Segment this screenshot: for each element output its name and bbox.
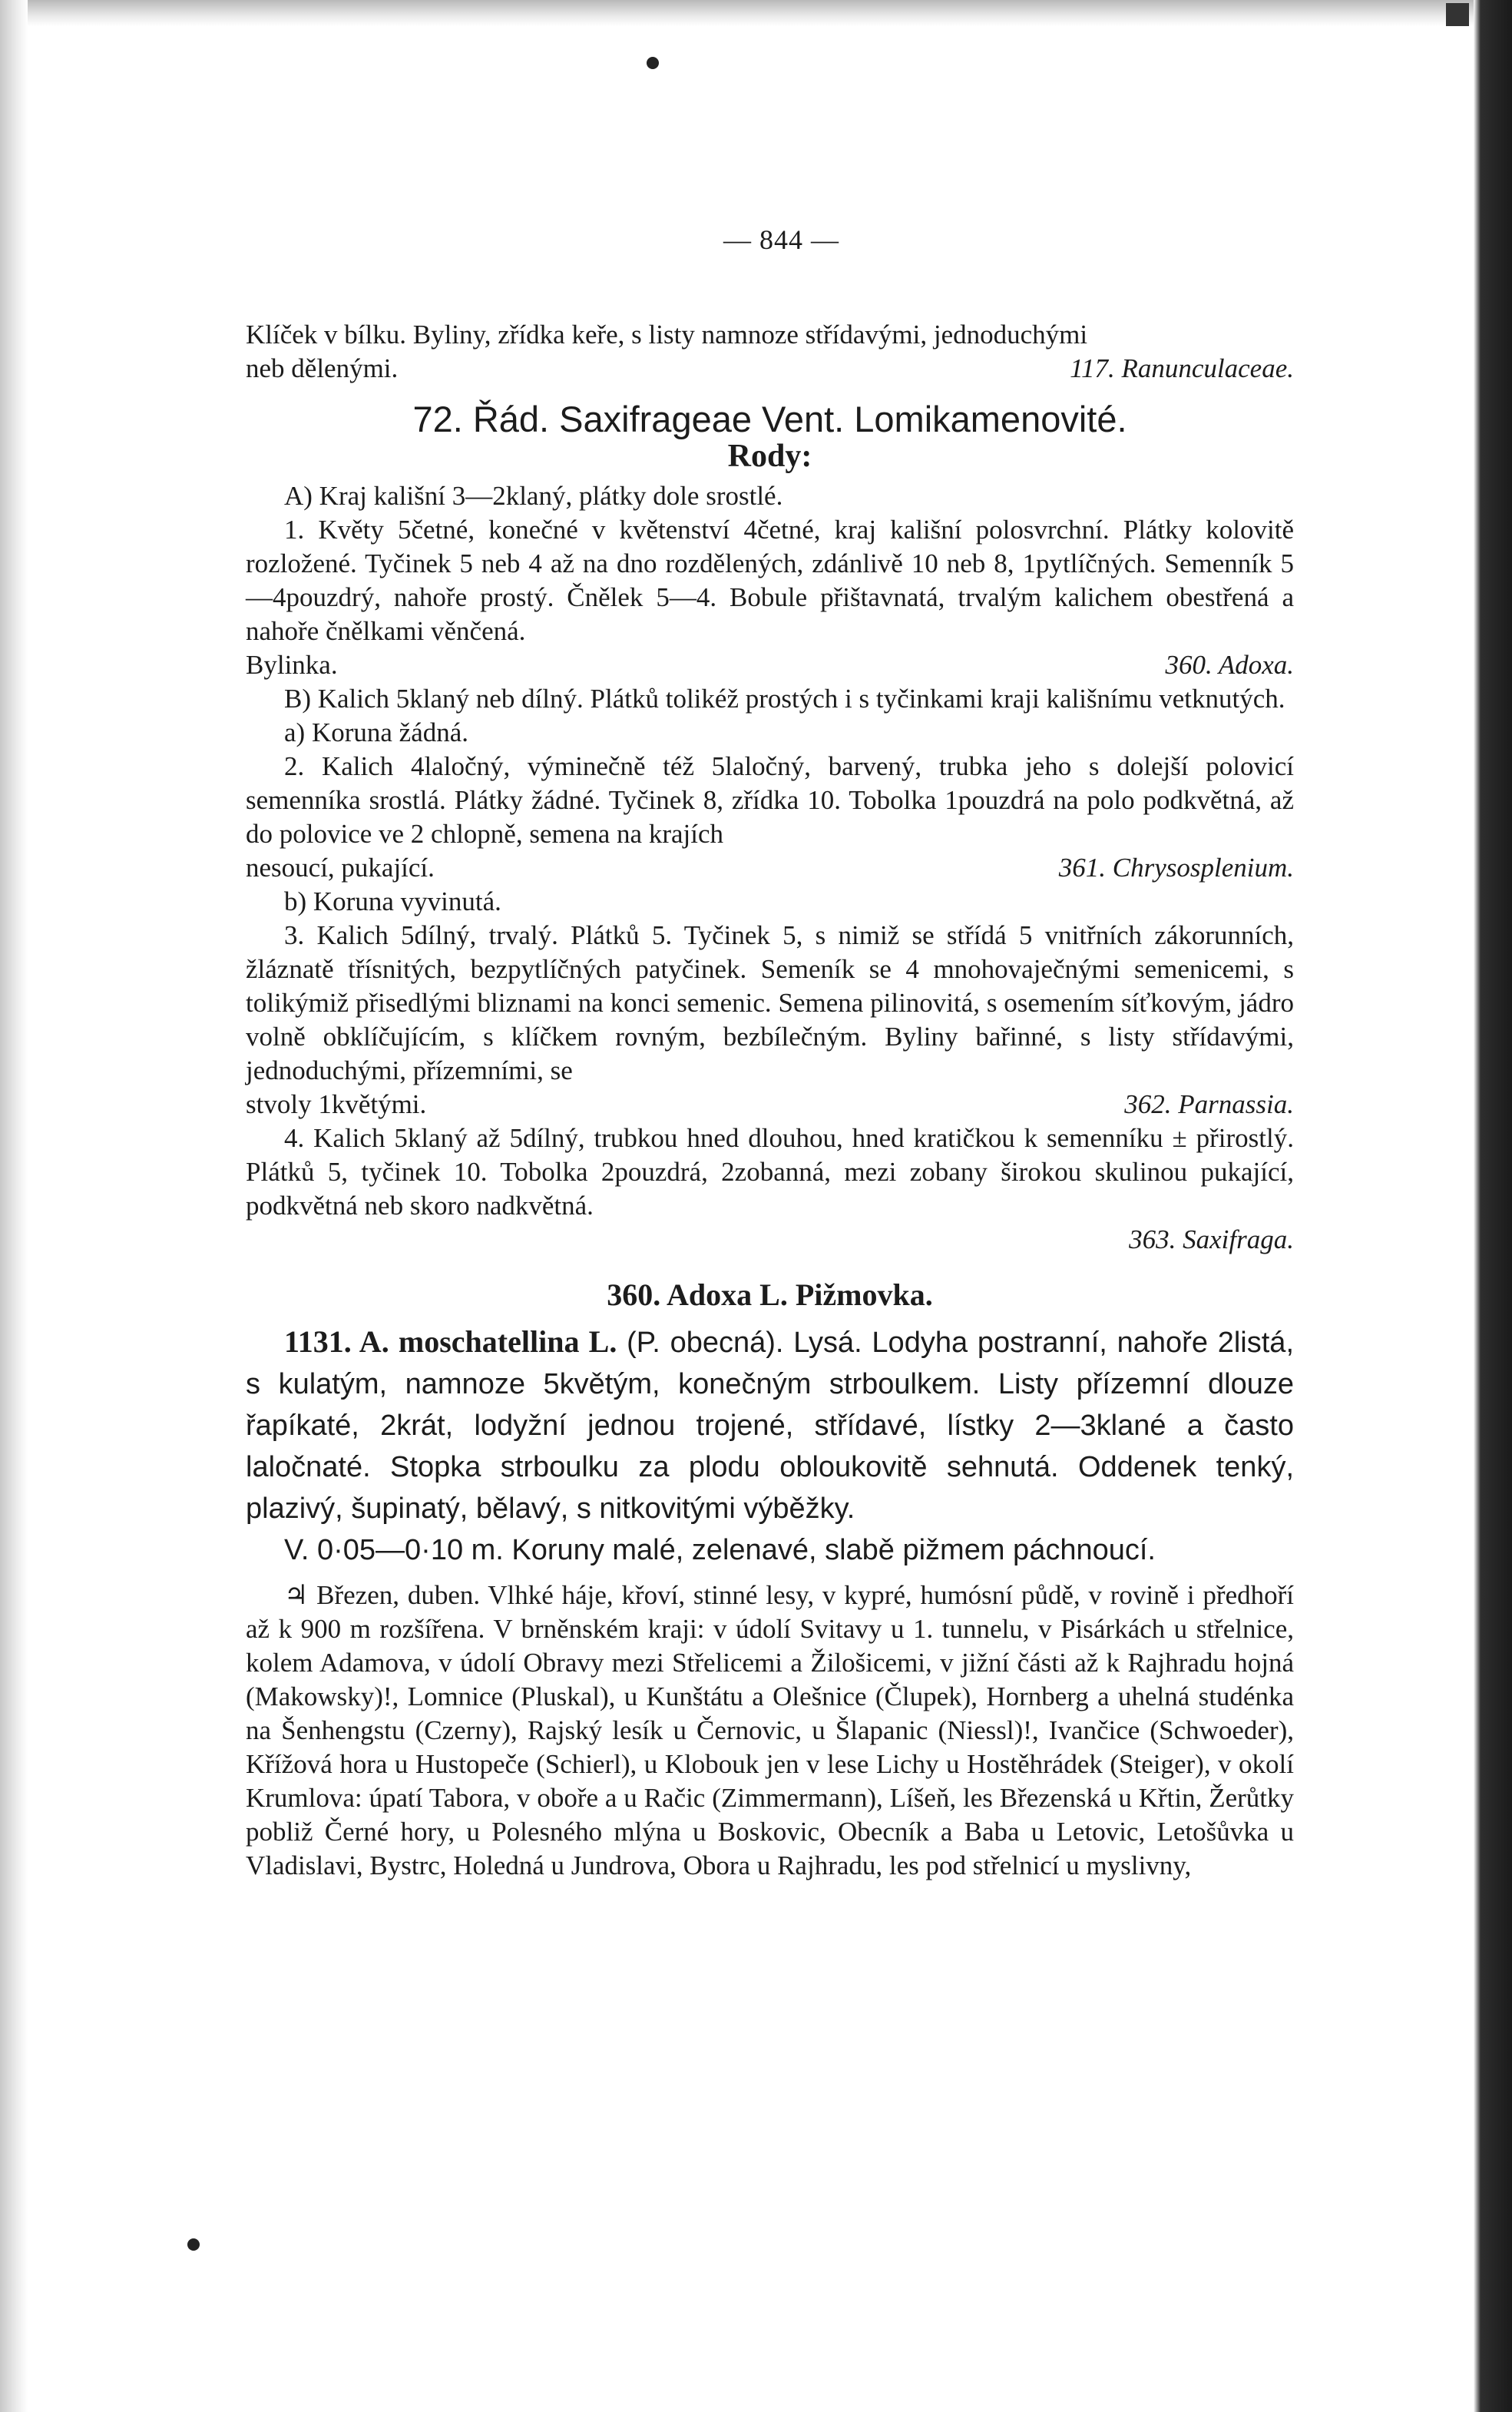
- key-item-3: 3. Kalich 5dílný, trvalý. Plátků 5. Tyčinek 5, s nimiž se střídá 5 vnitřních zákorunních, žláznatě třísnitých, bezpytlíčných patyčinek. Semeník se 4 mnohovaječnými semenicemi, s tolikýmiž přisedlými bliznami na konci semenic. Semena pilinovitá, s osemením síťkovým, jádro volně obklíčujícím, s klíčkem rovným, bezbílečným. Byliny bařinné, s listy střídavými, jednoduchými, přízemními, se: [246, 920, 1294, 1085]
- order-title: 72. Řád. Saxifrageae Vent. Lomikamenovité.: [412, 399, 1127, 439]
- key-item-3-last: stvoly 1květými.: [246, 1089, 427, 1119]
- key-subsection-b: b) Koruna vyvinutá.: [284, 886, 501, 916]
- scan-speck-top: [647, 57, 659, 69]
- species-flower: V. 0·05—0·10 m. Koruny malé, zelenavé, slabě pižmem páchnoucí.: [284, 1534, 1156, 1566]
- key-item-2: 2. Kalich 4laločný, výminečně též 5laločný, barvený, trubka jeho s dolejší polovicí semenníka srostlá. Plátky žádné. Tyčinek 8, zřídka 10. Tobolka 1pouzdrá na polo podkvětná, až do polovice ve 2 chlopně, semena na krajích: [246, 751, 1294, 849]
- species-name: 1131. A. moschatellina L.: [284, 1324, 617, 1359]
- key-item-4-ref: 363. Saxifraga.: [1129, 1224, 1294, 1254]
- intro-line: Klíček v bílku. Byliny, zřídka keře, s listy namnoze střídavými, jednoduchými: [246, 320, 1088, 350]
- scan-speck-bottom: [187, 2238, 200, 2251]
- key-item-1-last: Bylinka.: [246, 650, 338, 680]
- key-item-1: 1. Květy 5četné, konečné v květenství 4četné, kraj kališní polosvrchní. Plátky kolovitě rozložené. Tyčinek 5 neb 4 až na dno rozdělených, zdánlivě 10 neb 8, 1pytlíčných. Semenník 5—4pouzdrý, nahoře prostý. Čnělek 5—4. Bobule přištavnatá, trvalým kalichem obestřená a nahoře čnělkami věnčená.: [246, 515, 1294, 646]
- key-section-a: A) Kraj kališní 3—2klaný, plátky dole srostlé.: [284, 481, 783, 511]
- key-item-2-ref: 361. Chrysosplenium.: [1058, 853, 1294, 883]
- key-item-4-end: [246, 1223, 1294, 1257]
- intro-family-ref: 117. Ranunculaceae.: [1070, 353, 1294, 383]
- key-item-4: 4. Kalich 5klaný až 5dílný, trubkou hned dlouhou, hned kratičkou k semenníku ± přirostlý. Plátků 5, tyčinek 10. Tobolka 2pouzdrá, 2zobanná, mezi zobany širokou skulinou pukající, podkvětná neb skoro nadkvětná.: [246, 1123, 1294, 1221]
- habitat-text: ♃ Březen, duben. Vlhké háje, křoví, stinné lesy, v kypré, humósní půdě, v rovině i předhoří až k 900 m rozšířena. V brněnském kraji: v údolí Svitavy u 1. tunnelu, v Pisárkách u střelnice, kolem Adamova, v údolí Obravy mezi Střelicemi a Žilošicemi, v jižní části až k Rajhradu hojná (Makowsky)!, Lomnice (Pluskal), u Kunštátu a Olešnice (Člupek), Hornberg a uhelná studénka na Šenhengstu (Czerny), Rajský lesík u Černovic, u Šlapanic (Niessl)!, Ivančice (Schwoeder), Křížová hora u Hustopeče (Schierl), u Klobouk jen v lese Lichy u Hostěhrádek (Steiger), v okolí Krumlova: úpatí Tabora, v oboře a u Račic (Zimmermann), Líšeň, les Březenská u Křtin, Žerůtky pobliž Černé hory, u Polesného mlýna u Boskovic, Obecník a Baba u Letovic, Letošůvka u Vladislavi, Bystrc, Holedná u Jundrova, Obora u Rajhradu, les pod střelnicí u myslivny,: [246, 1580, 1294, 1880]
- key-item-3-end: [246, 1088, 1294, 1122]
- species-text: (P. obecná). Lysá. Lodyha postranní, nahoře 2listá, s kulatým, namnoze 5květým, konečným strboulkem. Listy přízemní dlouze řapíkaté, 2krát, lodyžní jednou trojené, střídavé, lístky 2—3klané a často laločnaté. Stopka strboulku za plodu obloukovitě sehnutá. Oddenek tenký, plazivý, šupinatý, bělavý, s nitkovitými výběžky.: [246, 1327, 1295, 1525]
- key-item-2-last: nesoucí, pukající.: [246, 853, 435, 883]
- key-item-2-end: [246, 851, 1294, 885]
- scan-edge-top: [0, 0, 1474, 26]
- scan-edge-right: [1474, 0, 1512, 2412]
- intro-row: [246, 352, 1294, 386]
- genus-heading: 360. Adoxa L. Pižmovka.: [607, 1277, 933, 1312]
- key-section-b: B) Kalich 5klaný neb dílný. Plátků tolikéž prostých i s tyčinkami kraji kališnímu vetknutých.: [284, 684, 1285, 714]
- scan-corner-mark: [1446, 3, 1469, 26]
- intro-line-end: neb dělenými.: [246, 353, 399, 383]
- key-item-1-ref: 360. Adoxa.: [1165, 650, 1294, 680]
- page-number: — 844 —: [723, 224, 839, 255]
- key-item-3-ref: 362. Parnassia.: [1124, 1089, 1294, 1119]
- genera-title: Rody:: [727, 439, 812, 474]
- species-description: [246, 1321, 1294, 1529]
- key-subsection-a: a) Koruna žádná.: [284, 717, 469, 747]
- key-item-1-end: [246, 648, 1294, 682]
- book-page: [246, 223, 1294, 1883]
- scan-edge-left: [0, 0, 28, 2412]
